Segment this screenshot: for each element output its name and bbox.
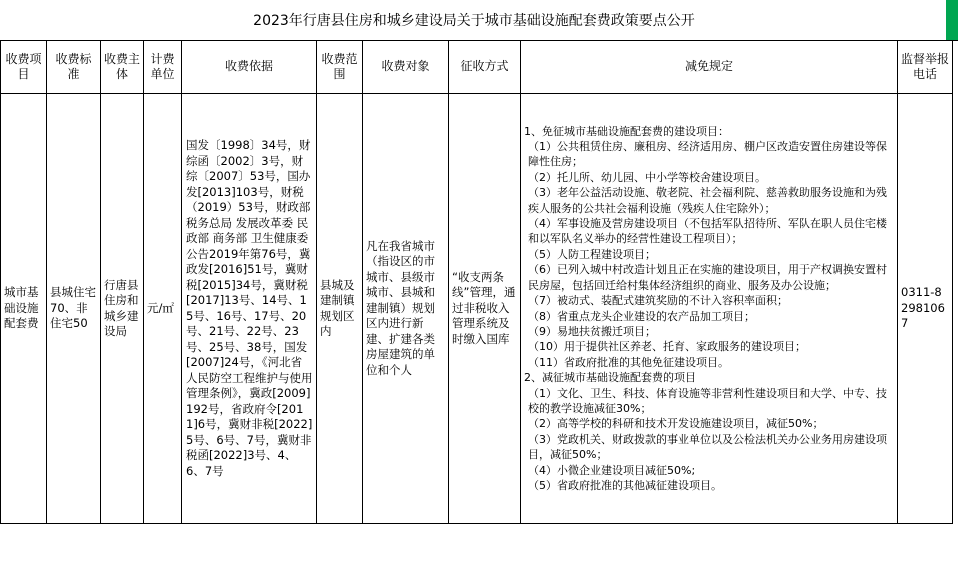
table-header-row	[1, 41, 953, 94]
policy-table	[0, 40, 953, 524]
header-cell-unit: 计费单位	[144, 41, 182, 94]
relief-line: （5）人防工程建设项目；	[528, 247, 656, 261]
header-cell-item: 收费项目	[1, 41, 47, 94]
relief-line: （3）老年公益活动设施、敬老院、社会福利院、慈善救助服务设施和为残疾人服务的公共社会福利设施（残疾人住宅除外）；	[528, 186, 887, 215]
relief-line: （4）军事设施及营房建设项目（不包括军队招待所、军队在职人员住宅楼和以军队名义举办的经营性建设工程项目）；	[528, 217, 887, 246]
relief-line: （7）被动式、装配式建筑奖励的不计入容积率面积；	[528, 294, 788, 308]
header-cell-target: 收费对象	[363, 41, 449, 94]
header-cell-relief: 减免规定	[521, 41, 898, 94]
relief-line: （6）已列入城中村改造计划且正在实施的建设项目，用于产权调换安置村民房屋，包括回迁给村集体经济组织的商业、服务及办公设施；	[528, 263, 887, 292]
cell-scope: 县城及建制镇规划区内	[317, 94, 363, 524]
cell-phone: 0311-82981067	[898, 94, 953, 524]
page-title-text: 2023年行唐县住房和城乡建设局关于城市基础设施配套费政策要点公开	[253, 13, 695, 29]
sheet-corner-marker	[946, 0, 958, 40]
table-row	[1, 94, 953, 524]
cell-basis: 国发〔1998〕34号，财综函〔2002〕3号，财综〔2007〕53号，国办发[2013]103号，财税（2019）53号，财政部 税务总局 发展改革委 民政部 商务部 卫生健康委公告2019年第76号，冀政发[2016]51号，冀财税[2015]34号，冀财税[2017]13号、14号、15号、16号、17号、20号、21号、22号、23号、25号、38号，国发[2007]24号，《河北省人民防空工程维护与使用管理条例》，冀政[2009]192号，省政府令[2011]6号，冀财非税[2022]5号、6号、7号，冀财非税函[2022]3号、4、6、7号	[182, 94, 317, 524]
header-cell-method: 征收方式	[449, 41, 521, 94]
header-cell-phone: 监督举报电话	[898, 41, 953, 94]
cell-method: “收支两条线”管理，通过非税收入管理系统及时缴入国库	[449, 94, 521, 524]
relief-line: （2）高等学校的科研和技术开发设施建设项目，减征50%；	[528, 417, 824, 431]
cell-relief	[521, 94, 898, 524]
cell-subject: 行唐县住房和城乡建设局	[101, 94, 144, 524]
page-title	[0, 0, 958, 41]
cell-unit: 元/㎡	[144, 94, 182, 524]
relief-line: （2）托儿所、幼儿园、中小学等校舍建设项目。	[528, 170, 766, 184]
header-cell-standard: 收费标准	[47, 41, 101, 94]
cell-item: 城市基础设施配套费	[1, 94, 47, 524]
relief-line: （1）文化、卫生、科技、体育设施等非营利性建设项目和大学、中专、技校的教学设施减征30%；	[528, 386, 887, 415]
relief-line: 2、减征城市基础设施配套费的项目	[524, 371, 696, 385]
relief-line: （9）易地扶贫搬迁项目；	[528, 324, 656, 338]
relief-line: （1）公共租赁住房、廉租房、经济适用房、棚户区改造安置住房建设等保障性住房；	[528, 140, 887, 169]
header-cell-basis: 收费依据	[182, 41, 317, 94]
relief-line: 1、免征城市基础设施配套费的建设项目：	[524, 124, 729, 138]
cell-target: 凡在我省城市（指设区的市城市、县级市城市、县城和建制镇）规划区内进行新建、扩建各类房屋建筑的单位和个人	[363, 94, 449, 524]
relief-line: （11）省政府批准的其他免征建设项目。	[528, 355, 729, 369]
relief-line: （8）省重点龙头企业建设的农产品加工项目；	[528, 309, 755, 323]
relief-line: （4）小微企业建设项目减征50%;	[528, 463, 696, 477]
header-cell-scope: 收费范围	[317, 41, 363, 94]
cell-standard: 县城住宅70、非住宅50	[47, 94, 101, 524]
relief-line: （10）用于提供社区养老、托育、家政服务的建设项目；	[528, 340, 806, 354]
header-cell-subject: 收费主体	[101, 41, 144, 94]
relief-line: （5）省政府批准的其他减征建设项目。	[528, 478, 722, 492]
relief-line: （3）党政机关、财政拨款的事业单位以及公检法机关办公业务用房建设项目，减征50%；	[528, 432, 887, 462]
